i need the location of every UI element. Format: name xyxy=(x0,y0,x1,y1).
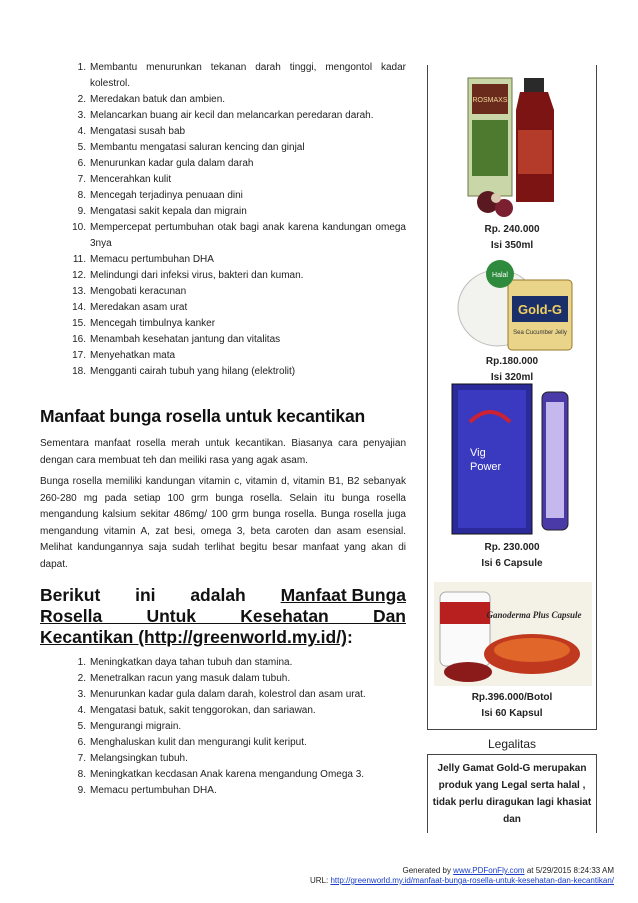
list-item-text: Mengatasi susah bab xyxy=(90,126,186,137)
list-item-text: Meningkatkan kecdasan Anak karena mengandung Omega 3. xyxy=(90,769,365,780)
list-item-number: 4. xyxy=(77,705,86,716)
list-item-text: Membantu mengatasi saluran kencing dan ginjal xyxy=(90,142,305,153)
footer-url-line xyxy=(310,876,614,886)
list-item xyxy=(40,108,406,124)
product-image-ganoderma xyxy=(434,582,592,686)
product-frame-right xyxy=(596,65,597,730)
list-item xyxy=(40,140,406,156)
product-4-info xyxy=(428,690,596,722)
list-item xyxy=(40,300,406,316)
benefits-list-rosella xyxy=(40,655,406,799)
product-price: Rp.396.000/Botol xyxy=(471,692,553,703)
list-item-number: 6. xyxy=(77,158,86,169)
product-brand-gold-g: Gold-G xyxy=(517,302,563,317)
list-item-number: 1. xyxy=(77,62,86,73)
product-frame-left xyxy=(427,65,428,730)
product-image-gold-g xyxy=(450,256,578,354)
list-item-text: Menurunkan kadar gula dalam darah, kolestrol dan asam urat. xyxy=(90,689,366,700)
list-item-number: 13. xyxy=(72,286,86,297)
legalitas-text: Jelly Gamat Gold-G merupakan produk yang Legal serta halal , tidak perlu diragukan lagi khasiat dan xyxy=(432,763,592,825)
list-item-number: 5. xyxy=(77,721,86,732)
footer xyxy=(310,866,614,886)
product-size: Isi 6 Capsule xyxy=(481,558,543,569)
list-item-number: 4. xyxy=(77,126,86,137)
list-item xyxy=(40,188,406,204)
product-size: Isi 350ml xyxy=(490,240,534,251)
halal-badge-text: Halal xyxy=(492,272,508,279)
list-item xyxy=(40,204,406,220)
list-item-text: Mencerahkan kulit xyxy=(90,174,172,185)
list-item-number: 10. xyxy=(72,222,86,233)
list-item-number: 9. xyxy=(77,785,86,796)
list-item xyxy=(40,156,406,172)
list-item-text: Menurunkan kadar gula dalam darah xyxy=(90,158,254,169)
list-item xyxy=(40,268,406,284)
product-3-info xyxy=(428,540,596,572)
list-item-number: 1. xyxy=(77,657,86,668)
list-item-number: 11. xyxy=(72,254,86,265)
heading-word: adalah xyxy=(190,585,246,605)
list-item-number: 5. xyxy=(77,142,86,153)
product-1-info xyxy=(428,222,596,254)
list-item-text: Melangsingkan tubuh. xyxy=(90,753,188,764)
list-item xyxy=(40,783,406,799)
heading-benefits-link xyxy=(40,585,406,648)
footer-site-link[interactable]: www.PDFonFly.com xyxy=(453,866,525,875)
list-item-number: 7. xyxy=(77,174,86,185)
heading-word: Berikut xyxy=(40,585,101,605)
product-image-vig-power xyxy=(450,382,574,538)
list-item xyxy=(40,172,406,188)
list-item-number: 16. xyxy=(72,334,86,345)
list-item-number: 3. xyxy=(77,689,86,700)
list-item-number: 3. xyxy=(77,110,86,121)
footer-suffix: at 5/29/2015 8:24:33 AM xyxy=(524,866,614,875)
list-item-text: Meredakan asam urat xyxy=(90,302,188,313)
list-item xyxy=(40,655,406,671)
list-item xyxy=(40,220,406,252)
list-item xyxy=(40,671,406,687)
list-item xyxy=(40,364,406,380)
list-item xyxy=(40,751,406,767)
list-item-text: Meningkatkan daya tahan tubuh dan stamina. xyxy=(90,657,293,668)
list-item xyxy=(40,60,406,92)
list-item-text: Melindungi dari infeksi virus, bakteri dan kuman. xyxy=(90,270,304,281)
list-item-number: 9. xyxy=(77,206,86,217)
footer-generated xyxy=(310,866,614,876)
list-item-text: Mengganti cairah tubuh yang hilang (elektrolit) xyxy=(90,366,296,377)
heading-word: ini xyxy=(135,585,156,605)
list-item-text: Memacu pertumbuhan DHA xyxy=(90,254,214,265)
list-item-text: Mengatasi sakit kepala dan migrain xyxy=(90,206,247,217)
list-item-text: Mencegah terjadinya penuaan dini xyxy=(90,190,243,201)
legalitas-title: Legalitas xyxy=(487,737,537,751)
list-item-number: 8. xyxy=(77,190,86,201)
product-size: Isi 60 Kapsul xyxy=(481,708,543,719)
product-image-rosella-juice xyxy=(458,70,568,220)
list-item-text: Mengurangi migrain. xyxy=(90,721,182,732)
list-item-number: 2. xyxy=(77,94,86,105)
list-item-text: Mengobati keracunan xyxy=(90,286,187,297)
list-item-number: 15. xyxy=(72,318,86,329)
list-item xyxy=(40,703,406,719)
list-item xyxy=(40,687,406,703)
list-item-number: 18. xyxy=(72,366,86,377)
product-brand-rosella: ROSMAXS xyxy=(472,97,508,104)
list-item-text: Mempercepat pertumbuhan otak bagi anak karena kandungan omega 3nya xyxy=(90,222,406,249)
heading-link-part2[interactable]: Rosella Untuk Kesehatan Dan xyxy=(40,606,406,626)
footer-url-label: URL: xyxy=(309,876,331,885)
list-item-text: Meredakan batuk dan ambien. xyxy=(90,94,226,105)
list-item-text: Menambah kesehatan jantung dan vitalitas xyxy=(90,334,281,345)
list-item-number: 7. xyxy=(77,753,86,764)
list-item-text: Menetralkan racun yang masuk dalam tubuh. xyxy=(90,673,291,684)
list-item-text: Membantu menurunkan tekanan darah tinggi, mengontol kadar kolestrol. xyxy=(90,62,406,89)
list-item-text: Menyehatkan mata xyxy=(90,350,176,361)
benefits-list-health xyxy=(40,60,406,380)
product-price: Rp.180.000 xyxy=(485,356,539,367)
list-item-text: Menghaluskan kulit dan mengurangi kulit keriput. xyxy=(90,737,307,748)
list-item xyxy=(40,767,406,783)
heading-beauty-benefits: Manfaat bunga rosella untuk kecantikan xyxy=(40,406,365,426)
product-brand-vig: Vig xyxy=(470,447,486,459)
list-item-text: Memacu pertumbuhan DHA. xyxy=(90,785,217,796)
list-item-number: 8. xyxy=(77,769,86,780)
list-item-text: Mengatasi batuk, sakit tenggorokan, dan sariawan. xyxy=(90,705,316,716)
heading-colon: : xyxy=(346,627,353,647)
list-item xyxy=(40,719,406,735)
list-item-number: 12. xyxy=(72,270,86,281)
product-size: Isi 320ml xyxy=(490,372,534,383)
list-item-number: 14. xyxy=(72,302,86,313)
paragraph-nutrients: Bunga rosella memiliki kandungan vitamin c, vitamin d, vitamin B1, B2 sebanyak 260-280 mg pada setiap 100 grm bunga rosella. Selain itu bunga rosella mengandung kalsium sekitar 486mg/ 100 grm bunga rosella. Bunga rosella juga mengandung vitamin A, zat besi, omega 3, beta caroten dan asam esensial. Melihat kandungannya saja sudah terlihat begitu besar manfaat yang akan di dapat. xyxy=(40,476,406,570)
list-item xyxy=(40,252,406,268)
list-item-text: Melancarkan buang air kecil dan melancarkan peredaran darah. xyxy=(90,110,374,121)
product-brand-power: Power xyxy=(470,461,502,473)
list-item-text: Mencegah timbulnya kanker xyxy=(90,318,216,329)
heading-link-part1[interactable]: Manfaat Bunga xyxy=(280,585,406,605)
list-item xyxy=(40,124,406,140)
product-frame-bottom xyxy=(427,729,597,730)
list-item xyxy=(40,316,406,332)
paragraph-intro: Sementara manfaat rosella merah untuk kecantikan. Biasanya cara penyajian dengan cara membuat teh dan meiliki rasa yang agak asam. xyxy=(40,438,406,466)
heading-link-part3[interactable]: Kecantikan (http://greenworld.my.id/) xyxy=(40,627,347,647)
list-item-number: 17. xyxy=(72,350,86,361)
list-item xyxy=(40,284,406,300)
list-item xyxy=(40,92,406,108)
product-price: Rp. 240.000 xyxy=(484,224,540,235)
footer-url-link[interactable]: http://greenworld.my.id/manfaat-bunga-rosella-untuk-kesehatan-dan-kecantikan/ xyxy=(330,876,614,885)
product-brand-ganoderma: Ganoderma Plus Capsule xyxy=(486,610,582,620)
list-item-number: 2. xyxy=(77,673,86,684)
product-sub-gold-g: Sea Cucumber Jelly xyxy=(513,330,567,336)
list-item xyxy=(40,735,406,751)
list-item xyxy=(40,332,406,348)
list-item-number: 6. xyxy=(77,737,86,748)
footer-prefix: Generated by xyxy=(402,866,454,875)
list-item xyxy=(40,348,406,364)
product-price: Rp. 230.000 xyxy=(484,542,540,553)
